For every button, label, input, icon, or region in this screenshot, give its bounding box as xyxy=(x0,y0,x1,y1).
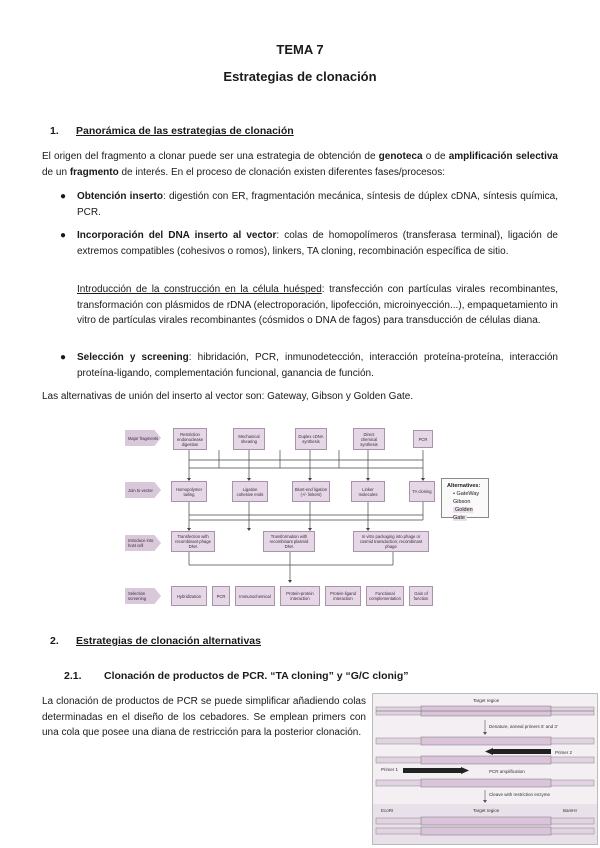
diagram-box: Direct chemical synthesis xyxy=(353,428,385,450)
cloning-strategy-diagram xyxy=(125,420,485,610)
figure-label: Target region xyxy=(473,808,500,813)
alternatives-item: Golden Gate xyxy=(453,507,473,521)
bullet-dot: ● xyxy=(60,191,67,202)
section-number: 1. xyxy=(50,125,59,137)
section-number: 2.1. xyxy=(64,670,82,682)
bullet-bold: Incorporación del DNA inserto al vector xyxy=(77,230,277,241)
bullet-bold: Selección y screening xyxy=(77,352,189,363)
diagram-box: Mechanical shearing xyxy=(233,428,265,450)
figure-label: BamHI xyxy=(563,808,577,813)
alternatives-item: • GateWay xyxy=(453,491,480,497)
alternatives-heading: Alternatives: xyxy=(447,483,481,489)
diagram-box: Transformation with recombinant plasmid DNA xyxy=(263,531,315,552)
diagram-box: Homopolymer tailing xyxy=(171,481,207,502)
bold-span: amplificación selectiva xyxy=(448,151,558,162)
bullet-item xyxy=(60,189,558,220)
diagram-box: Transfection with recombinant phage DNA xyxy=(171,531,215,552)
figure-label: Primer 2 xyxy=(555,750,573,755)
figure-label: Primer 1 xyxy=(381,767,399,772)
diagram-box: Restriction endonuclease digestion xyxy=(173,428,207,450)
section-title: Panorámica de las estrategias de clonación xyxy=(76,125,294,137)
text-span: El origen del fragmento a clonar puede ser una estrategia de obtención de xyxy=(42,151,379,162)
alternatives-item: Gibson xyxy=(453,499,471,505)
row-label: Selection screening xyxy=(128,591,147,601)
section-number: 2. xyxy=(50,635,59,647)
diagram-box: In vitro packaging into phage or cosmid transduction; recombinant phage xyxy=(353,531,429,552)
diagram-box: Protein-protein interaction xyxy=(280,586,320,606)
figure-label: PCR amplification xyxy=(489,769,525,774)
section-1-heading xyxy=(50,125,294,137)
diagram-box: Duplex cDNA synthesis xyxy=(295,428,327,450)
bold-span: genoteca xyxy=(378,151,423,162)
figure-label: Cleave with restriction enzyme xyxy=(489,792,551,797)
bullet-item xyxy=(60,350,558,381)
figure-label: Target region xyxy=(473,698,500,703)
bullet-item xyxy=(60,228,558,259)
alternatives-box xyxy=(441,478,489,521)
bullet-dot: ● xyxy=(60,352,67,363)
tema-number: TEMA 7 xyxy=(276,42,324,57)
bullet-text: : digestión con ER, fragmentación mecánica, síntesis de dúplex cDNA, síntesis química, PCR. xyxy=(77,191,558,218)
diagram-box: Linker molecules xyxy=(351,481,385,502)
bullet-dot: ● xyxy=(60,230,67,241)
pcr-figure-drawing xyxy=(373,694,597,844)
section-2-1-heading xyxy=(64,670,409,682)
row-label: Introduce into host cell xyxy=(128,538,154,548)
diagram-box: Functional complementation xyxy=(366,586,404,606)
pcr-cloning-paragraph: La clonación de productos de PCR se puede simplificar añadiendo colas determinadas en el diseño de los cebadores. Se emplean primers con una cola que posee una diana de restricción para la posterior clonación. xyxy=(42,696,366,738)
figure-label: Denature, anneal primers 5' and 3' xyxy=(489,724,558,729)
bold-span: fragmento xyxy=(69,166,119,178)
figure-label: EcoRI xyxy=(381,808,394,813)
page-title: Estrategias de clonación xyxy=(223,69,377,84)
diagram-box: Hybridization xyxy=(171,586,207,606)
diagram-box: Blunt-end ligation (+/- linkers) xyxy=(292,481,330,502)
section-title: Clonación de productos de PCR. “TA cloning” y “G/C clonig” xyxy=(104,670,409,682)
underlined-span: Introducción de la construcción en la célula huésped xyxy=(77,284,322,295)
text-span: : transfección con partículas virales recombinantes, transformación con plásmidos de rDNA (electroporación, lipofección, microinyección...), empaquetamiento in vitro de partículas virales recombinantes (cósmidos o DNA de fagos) para transducción de células diana. xyxy=(77,284,558,326)
pcr-cloning-figure xyxy=(372,693,598,845)
bullet-bold: Obtención inserto xyxy=(77,191,163,202)
bullet-text: : hibridación, PCR, inmunodetección, interacción proteína-proteína, interacción proteína-ligando, complementación funcional, ganancia de función. xyxy=(77,352,558,379)
diagram-box: TA cloning xyxy=(409,481,435,502)
row-label: Join to vector xyxy=(128,487,153,493)
diagram-box: Protein-ligand interaction xyxy=(325,586,361,606)
introduction-paragraph xyxy=(77,282,558,329)
text-span: de un xyxy=(42,166,70,178)
bullet-text: : colas de homopolímeros (transferasa terminal), ligación de extremos compatibles (cohesivos o romos), linkers, TA cloning, recombinación específica de sitio. xyxy=(77,230,558,257)
section-2-heading xyxy=(50,635,261,647)
diagram-box: Gain of function xyxy=(409,586,433,606)
text-span: de interés. En el proceso de clonación existen diferentes fases/procesos: xyxy=(118,166,446,178)
diagram-box: Immunochemical xyxy=(235,586,275,606)
diagram-box: PCR xyxy=(212,586,230,606)
diagram-box: Ligation cohesive ends xyxy=(232,481,268,502)
diagram-box: PCR xyxy=(413,430,433,448)
intro-paragraph xyxy=(42,149,558,180)
row-label: Major fragments xyxy=(128,435,159,441)
section-title: Estrategias de clonación alternativas xyxy=(76,635,261,647)
text-span: o de xyxy=(422,151,449,162)
alternatives-paragraph: Las alternativas de unión del inserto al vector son: Gateway, Gibson y Golden Gate. xyxy=(42,391,414,402)
